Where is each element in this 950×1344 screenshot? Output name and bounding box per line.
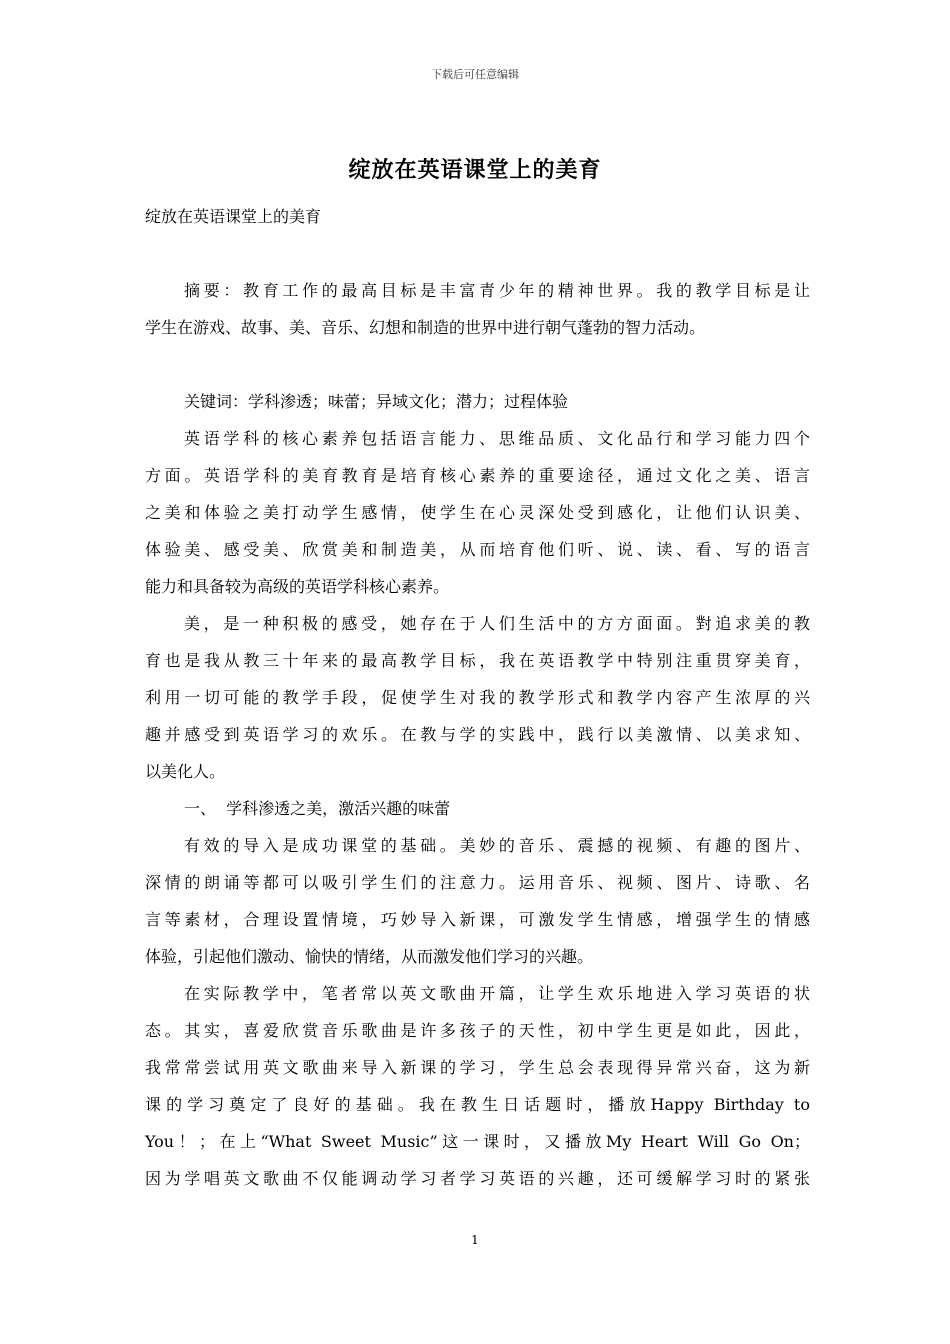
paragraph-line: 态。其实，喜爱欣赏音乐歌曲是许多孩子的天性，初中学生更是如此，因此，: [145, 1021, 810, 1040]
paragraph-line: 之美和体验之美打动学生感情，使学生在心灵深处受到感化，让他们认识美、: [145, 503, 810, 522]
section-heading: 一、 学科渗透之美，激活兴趣的味蕾: [184, 799, 451, 818]
paragraph-line: 有效的导入是成功课堂的基础。美妙的音乐、震撼的视频、有趣的图片、: [184, 836, 810, 855]
keywords-line: 关键词：学科渗透；味蕾；异域文化；潜力；过程体验: [184, 392, 569, 411]
paragraph-line: 方面。英语学科的美育教育是培育核心素养的重要途径，通过文化之美、语言: [145, 466, 810, 485]
blank-line: [145, 235, 810, 272]
paragraph-line: 英语学科的核心素养包括语言能力、思维品质、文化品行和学习能力四个: [184, 429, 810, 448]
document-title: 绽放在英语课堂上的美育: [348, 157, 602, 183]
blank-line: [145, 346, 810, 383]
paragraph-line: 深情的朗诵等都可以吸引学生们的注意力。运用音乐、视频、图片、诗歌、名: [145, 873, 810, 892]
paragraph-line: 趣并感受到英语学习的欢乐。在教与学的实践中，践行以美激情、以美求知、: [145, 725, 810, 744]
paragraph-line: You！；在上“What Sweet Music”这一课时，又播放My Heart Will Go On；: [145, 1132, 810, 1151]
paragraph-line: 体验，引起他们激动、愉快的情绪，从而激发他们学习的兴趣。: [145, 947, 594, 966]
paragraph-line: 课的学习奠定了良好的基础。我在教生日话题时，播放Happy Birthday to: [145, 1095, 810, 1114]
abstract-line: 摘要：教育工作的最高目标是丰富青少年的精神世界。我的教学目标是让: [184, 281, 810, 300]
header-note: 下载后可任意编辑: [431, 68, 519, 81]
paragraph-line: 以美化人。: [145, 762, 226, 781]
paragraph-line: 我常常尝试用英文歌曲来导入新课的学习，学生总会表现得异常兴奋，这为新: [145, 1058, 810, 1077]
abstract-line: 学生在游戏、故事、美、音乐、幻想和制造的世界中进行朝气蓬勃的智力活动。: [145, 318, 706, 337]
page-number: 1: [471, 1233, 479, 1247]
paragraph-line: 育也是我从教三十年来的最高教学目标，我在英语教学中特别注重贯穿美育，: [145, 651, 810, 670]
document-body: [145, 198, 810, 1197]
subtitle-line: 绽放在英语课堂上的美育: [145, 207, 322, 226]
paragraph-line: 因为学唱英文歌曲不仅能调动学习者学习英语的兴趣，还可缓解学习时的紧张: [145, 1169, 810, 1188]
paragraph-line: 利用一切可能的教学手段，促使学生对我的教学形式和教学内容产生浓厚的兴: [145, 688, 810, 707]
paragraph-line: 言等素材，合理设置情境，巧妙导入新课，可激发学生情感，增强学生的情感: [145, 910, 810, 929]
paragraph-line: 在实际教学中，笔者常以英文歌曲开篇，让学生欢乐地进入学习英语的状: [184, 984, 810, 1003]
paragraph-line: 美，是一种积极的感受，她存在于人们生活中的方方面面。對追求美的教: [184, 614, 810, 633]
paragraph-line: 体验美、感受美、欣赏美和制造美，从而培育他们听、说、读、看、写的语言: [145, 540, 810, 559]
paragraph-line: 能力和具备较为高级的英语学科核心素养。: [145, 577, 450, 596]
